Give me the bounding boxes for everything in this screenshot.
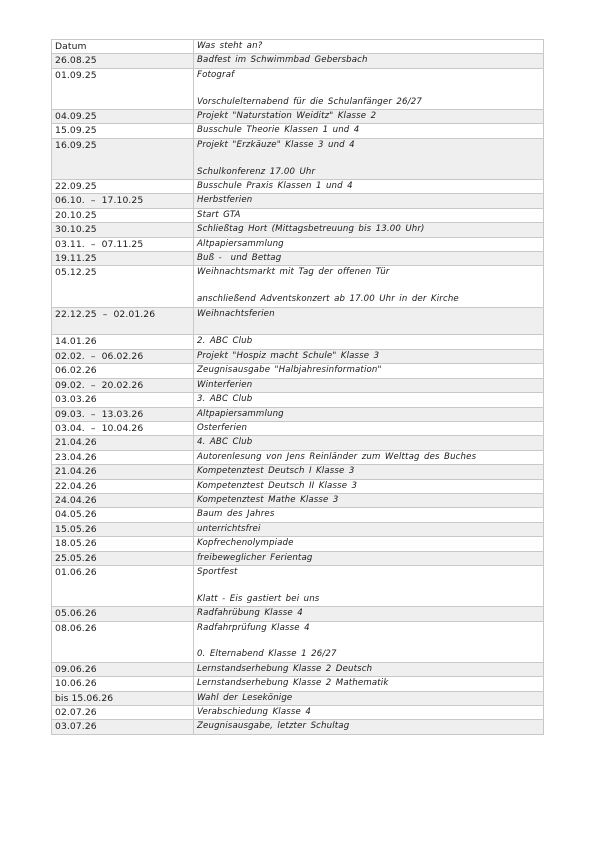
event-line: Busschule Theorie Klassen 1 und 4: [197, 125, 360, 136]
table-row: [52, 180, 544, 194]
event-line: unterrichtsfrei: [197, 523, 261, 534]
row-event: [194, 436, 544, 450]
event-line: [197, 635, 540, 648]
table-row: [52, 607, 544, 621]
row-date: 24.04.26: [52, 493, 194, 507]
table-row: [52, 565, 544, 606]
table-row: [52, 493, 544, 507]
table-row: [52, 508, 544, 522]
row-event: [194, 450, 544, 464]
row-date: 02.02. – 06.02.26: [52, 349, 194, 363]
row-date: 16.09.25: [52, 138, 194, 179]
event-line: freibeweglicher Ferientag: [197, 552, 313, 563]
table-row: [52, 194, 544, 208]
row-event: [194, 378, 544, 392]
table-row: [52, 479, 544, 493]
event-line: Projekt "Naturstation Weiditz" Klasse 2: [197, 111, 377, 122]
event-line: [197, 321, 540, 334]
event-line: Busschule Praxis Klassen 1 und 4: [197, 181, 353, 192]
event-line: Zeugnisausgabe, letzter Schultag: [197, 721, 350, 732]
row-event: [194, 493, 544, 507]
row-date: 09.02. – 20.02.26: [52, 378, 194, 392]
row-date: 09.06.26: [52, 662, 194, 676]
schedule-table: [51, 39, 544, 735]
table-row: [52, 378, 544, 392]
row-date: 03.07.26: [52, 720, 194, 734]
event-line: Projekt "Erzkäuze" Klasse 3 und 4: [197, 139, 355, 150]
table-row: [52, 465, 544, 479]
row-date: 22.04.26: [52, 479, 194, 493]
row-event: [194, 180, 544, 194]
event-line: Klatt - Eis gastiert bei uns: [197, 593, 320, 604]
event-line: Schulkonferenz 17.00 Uhr: [197, 166, 316, 177]
row-event: [194, 421, 544, 435]
table-row: [52, 393, 544, 407]
event-line: Kompetenztest Deutsch II Klasse 3: [197, 480, 358, 491]
row-date: 22.09.25: [52, 180, 194, 194]
event-line: Fotograf: [197, 69, 235, 80]
table-row: [52, 110, 544, 124]
row-date: 15.09.25: [52, 124, 194, 138]
row-date: 09.03. – 13.03.26: [52, 407, 194, 421]
event-line: [197, 82, 540, 95]
table-row: [52, 407, 544, 421]
event-line: Altpapiersammlung: [197, 408, 284, 419]
row-event: [194, 68, 544, 109]
row-date: 03.04. – 10.04.26: [52, 421, 194, 435]
header-date: Datum: [52, 40, 194, 54]
row-date: 30.10.25: [52, 223, 194, 237]
row-date: 25.05.26: [52, 551, 194, 565]
table-row: [52, 349, 544, 363]
row-event: [194, 537, 544, 551]
row-event: [194, 252, 544, 266]
table-row: [52, 237, 544, 251]
row-date: 04.05.26: [52, 508, 194, 522]
schedule-rows: [52, 54, 544, 734]
event-line: 3. ABC Club: [197, 394, 253, 405]
row-date: 21.04.26: [52, 465, 194, 479]
event-line: Schließtag Hort (Mittagsbetreuung bis 13.00 Uhr): [197, 224, 425, 235]
event-line: Kompetenztest Mathe Klasse 3: [197, 494, 339, 505]
event-line: 4. ABC Club: [197, 437, 253, 448]
row-date: 04.09.25: [52, 110, 194, 124]
table-row: [52, 252, 544, 266]
row-event: [194, 551, 544, 565]
row-date: 18.05.26: [52, 537, 194, 551]
row-event: [194, 237, 544, 251]
event-line: Wahl der Lesekönige: [197, 692, 293, 703]
event-line: Kopfrechenolympiade: [197, 538, 294, 549]
row-date: 06.02.26: [52, 364, 194, 378]
table-row: [52, 335, 544, 349]
event-line: Weihnachtsmarkt mit Tag der offenen Tür: [197, 267, 390, 278]
event-line: 2. ABC Club: [197, 336, 253, 347]
row-date: 08.06.26: [52, 621, 194, 662]
event-line: Projekt "Hospiz macht Schule" Klasse 3: [197, 350, 380, 361]
table-row: [52, 677, 544, 691]
row-date: 15.05.26: [52, 522, 194, 536]
row-event: [194, 349, 544, 363]
table-row: [52, 421, 544, 435]
row-event: [194, 677, 544, 691]
row-event: [194, 307, 544, 335]
table-row: [52, 522, 544, 536]
table-row: [52, 720, 544, 734]
table-row: [52, 551, 544, 565]
row-date: 23.04.26: [52, 450, 194, 464]
row-event: [194, 508, 544, 522]
table-row: [52, 450, 544, 464]
row-event: [194, 138, 544, 179]
event-line: [197, 579, 540, 592]
row-date: 20.10.25: [52, 208, 194, 222]
event-line: Weihnachtsferien: [197, 308, 275, 319]
row-event: [194, 124, 544, 138]
table-row: [52, 124, 544, 138]
row-date: 14.01.26: [52, 335, 194, 349]
row-date: 03.11. – 07.11.25: [52, 237, 194, 251]
table-row: [52, 208, 544, 222]
row-event: [194, 720, 544, 734]
table-row: [52, 436, 544, 450]
event-line: Radfahrübung Klasse 4: [197, 608, 303, 619]
table-row: [52, 54, 544, 68]
row-date: 22.12.25 – 02.01.26: [52, 307, 194, 335]
table-row: [52, 537, 544, 551]
row-date: 10.06.26: [52, 677, 194, 691]
table-row: [52, 706, 544, 720]
event-line: Badfest im Schwimmbad Gebersbach: [197, 55, 368, 66]
event-line: Verabschiedung Klasse 4: [197, 707, 311, 717]
table-row: [52, 68, 544, 109]
event-line: 0. Elternabend Klasse 1 26/27: [197, 649, 337, 660]
row-date: 01.06.26: [52, 565, 194, 606]
row-date: 06.10. – 17.10.25: [52, 194, 194, 208]
event-line: Altpapiersammlung: [197, 238, 284, 249]
event-line: Winterferien: [197, 379, 253, 390]
row-event: [194, 393, 544, 407]
table-row: [52, 691, 544, 705]
row-event: [194, 110, 544, 124]
event-line: Osterferien: [197, 422, 248, 433]
event-line: Kompetenztest Deutsch I Klasse 3: [197, 466, 355, 477]
row-event: [194, 621, 544, 662]
event-line: [197, 280, 540, 293]
row-date: 19.11.25: [52, 252, 194, 266]
row-event: [194, 364, 544, 378]
event-line: anschließend Adventskonzert ab 17.00 Uhr in der Kirche: [197, 294, 459, 305]
table-row: [52, 307, 544, 335]
event-line: Buß - und Bettag: [197, 253, 282, 264]
table-row: [52, 662, 544, 676]
row-date: bis 15.06.26: [52, 691, 194, 705]
row-event: [194, 607, 544, 621]
row-event: [194, 407, 544, 421]
row-event: [194, 223, 544, 237]
row-event: [194, 479, 544, 493]
event-line: Lernstandserhebung Klasse 2 Deutsch: [197, 663, 373, 674]
table-row: [52, 364, 544, 378]
row-date: 02.07.26: [52, 706, 194, 720]
row-event: [194, 465, 544, 479]
event-line: Lernstandserhebung Klasse 2 Mathematik: [197, 678, 389, 689]
row-event: [194, 522, 544, 536]
row-event: [194, 54, 544, 68]
row-event: [194, 335, 544, 349]
row-date: 05.12.25: [52, 266, 194, 307]
row-event: [194, 208, 544, 222]
event-line: Start GTA: [197, 209, 241, 220]
row-event: [194, 691, 544, 705]
event-line: Radfahrprüfung Klasse 4: [197, 622, 310, 633]
event-line: Zeugnisausgabe "Halbjahresinformation": [197, 365, 382, 376]
row-date: 03.03.26: [52, 393, 194, 407]
event-line: Autorenlesung von Jens Reinländer zum Welttag des Buches: [197, 451, 477, 462]
header-event: Was steht an?: [194, 40, 544, 54]
event-line: Herbstferien: [197, 195, 253, 206]
row-date: 21.04.26: [52, 436, 194, 450]
event-line: Vorschulelternabend für die Schulanfänger 26/27: [197, 96, 422, 107]
row-date: 05.06.26: [52, 607, 194, 621]
row-event: [194, 565, 544, 606]
row-event: [194, 194, 544, 208]
table-row: [52, 223, 544, 237]
table-row: [52, 138, 544, 179]
row-event: [194, 662, 544, 676]
event-line: Sportfest: [197, 566, 238, 577]
table-header-row: [52, 40, 544, 54]
row-event: [194, 266, 544, 307]
event-line: Baum des Jahres: [197, 509, 275, 520]
row-date: 01.09.25: [52, 68, 194, 109]
table-row: [52, 621, 544, 662]
row-event: [194, 706, 544, 720]
event-line: [197, 152, 540, 165]
row-date: 26.08.25: [52, 54, 194, 68]
table-row: [52, 266, 544, 307]
